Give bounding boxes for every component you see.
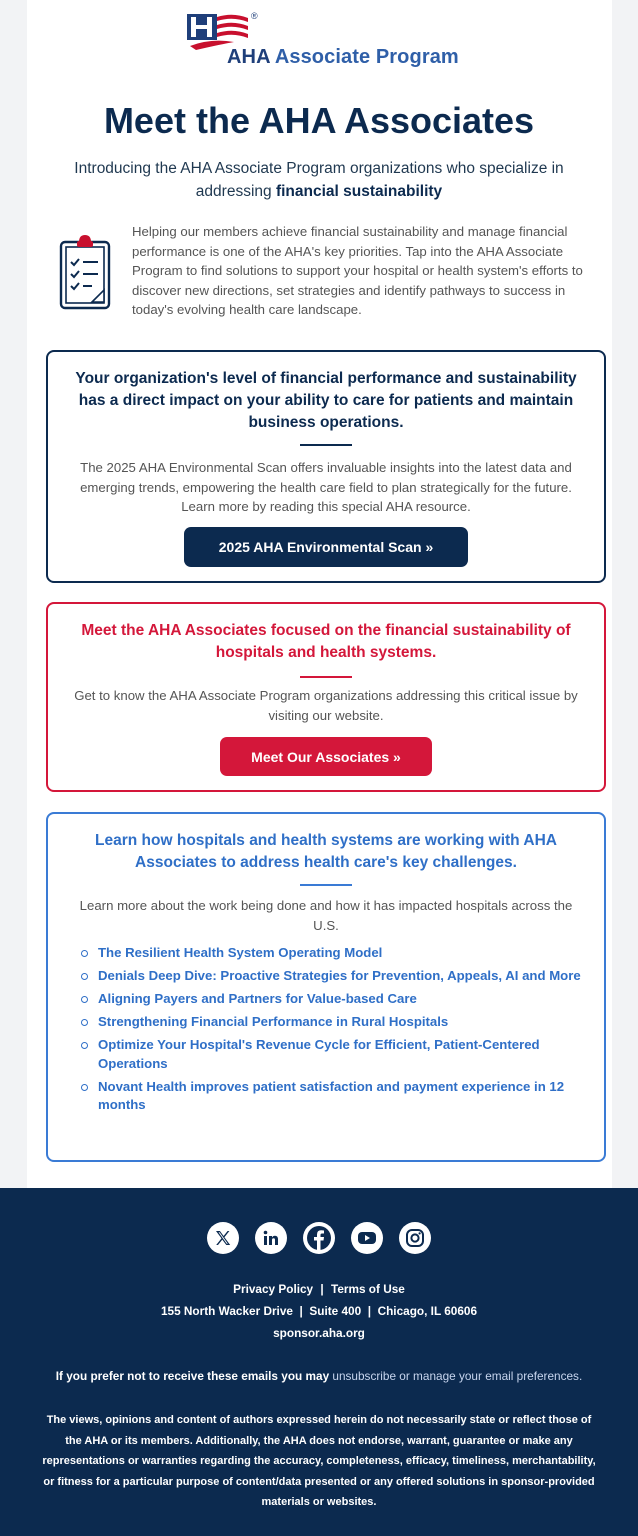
resource-link[interactable]: Novant Health improves patient satisfaction and payment experience in 12 months [78,1078,584,1115]
logo-associate-program: Associate Program [274,46,459,68]
intro-paragraph: Helping our members achieve financial sustainability and manage financial performance is one of the AHA's key priorities. Tap into the AHA Associate Program to find solutions to support your hospital or health system's efforts to discover new directions, set strategies and identify pathways to success in today's evolving health care landscape. [132,224,583,318]
box2-text: Get to know the AHA Associate Program organizations addressing this critical issue by visiting our website. [74,688,578,723]
instagram-icon[interactable] [399,1222,431,1254]
box1-divider [300,444,352,446]
privacy-policy-link[interactable]: Privacy Policy [233,1282,314,1296]
intro-line: Introducing the AHA Associate Program organizations who specialize in addressing [74,160,564,200]
logo-wordmark [227,46,459,69]
meet-our-associates-button[interactable]: Meet Our Associates » [220,737,432,776]
footer-address: 155 North Wacker Drive | Suite 400 | Chicago, IL 60606 [160,1304,478,1318]
box3-text: Learn more about the work being done and how it has impacted hospitals across the U.S. [79,898,573,933]
financial-performance-box [46,350,606,583]
resource-link[interactable]: Strengthening Financial Performance in Rural Hospitals [78,1013,584,1032]
footer [0,1188,638,1536]
box2-heading: Meet the AHA Associates focused on the financial sustainability of hospitals and health systems. [81,622,571,661]
environmental-scan-button[interactable]: 2025 AHA Environmental Scan » [184,527,468,567]
box3-heading: Learn how hospitals and health systems are working with AHA Associates to address health care's key challenges. [95,832,557,871]
box1-heading: Your organization's level of financial performance and sustainability has a direct impact on your ability to care for patients and maintain business operations. [75,370,577,431]
resource-links-list [78,944,584,1119]
linkedin-icon[interactable] [255,1222,287,1254]
box1-text: The 2025 AHA Environmental Scan offers invaluable insights into the latest data and emerging trends, empowering the health care field to plan strategically for the future. Learn more by reading this special AHA resource. [80,460,572,514]
registered-mark: ® [251,11,258,21]
intro-bold: financial sustainability [275,183,443,200]
x-icon[interactable] [207,1222,239,1254]
terms-of-use-link[interactable]: Terms of Use [331,1282,405,1296]
unsubscribe-notice [0,1369,638,1383]
unsubscribe-prefix: If you prefer not to receive these emails you may [55,1369,330,1383]
facebook-icon[interactable] [303,1222,335,1254]
unsubscribe-link[interactable]: unsubscribe or manage your email preferences. [332,1369,583,1383]
resource-link[interactable]: Aligning Payers and Partners for Value-based Care [78,990,584,1009]
footer-separator: | [320,1282,324,1296]
aha-associate-logo[interactable] [186,12,486,72]
box2-divider [300,676,352,678]
meet-associates-box [46,602,606,792]
resource-link[interactable]: Denials Deep Dive: Proactive Strategies for Prevention, Appeals, AI and More [78,967,584,986]
clipboard-checklist-icon [58,232,114,312]
social-links [0,1222,638,1254]
footer-links [0,1282,638,1296]
page-title: Meet the AHA Associates [103,100,535,141]
intro-text [60,157,578,203]
resource-link[interactable]: The Resilient Health System Operating Model [78,944,584,963]
resource-link[interactable]: Optimize Your Hospital's Revenue Cycle for Efficient, Patient-Centered Operations [78,1036,584,1073]
sponsor-site-link[interactable]: sponsor.aha.org [273,1326,365,1340]
youtube-icon[interactable] [351,1222,383,1254]
learn-more-box [46,812,606,1162]
disclaimer-text: The views, opinions and content of authors expressed herein do not necessarily state or reflect those of the AHA or its members. Additionally, the AHA does not endorse, warrant, guarantee or make any representations or warranties regarding the accuracy, completeness, efficacy, timeliness, merchantability, or fitness for a particular purpose of content/data presented or any offered solutions in sponsor-provided materials or websites. [42,1414,596,1509]
box3-divider [300,884,352,886]
logo-aha: AHA [227,46,270,68]
